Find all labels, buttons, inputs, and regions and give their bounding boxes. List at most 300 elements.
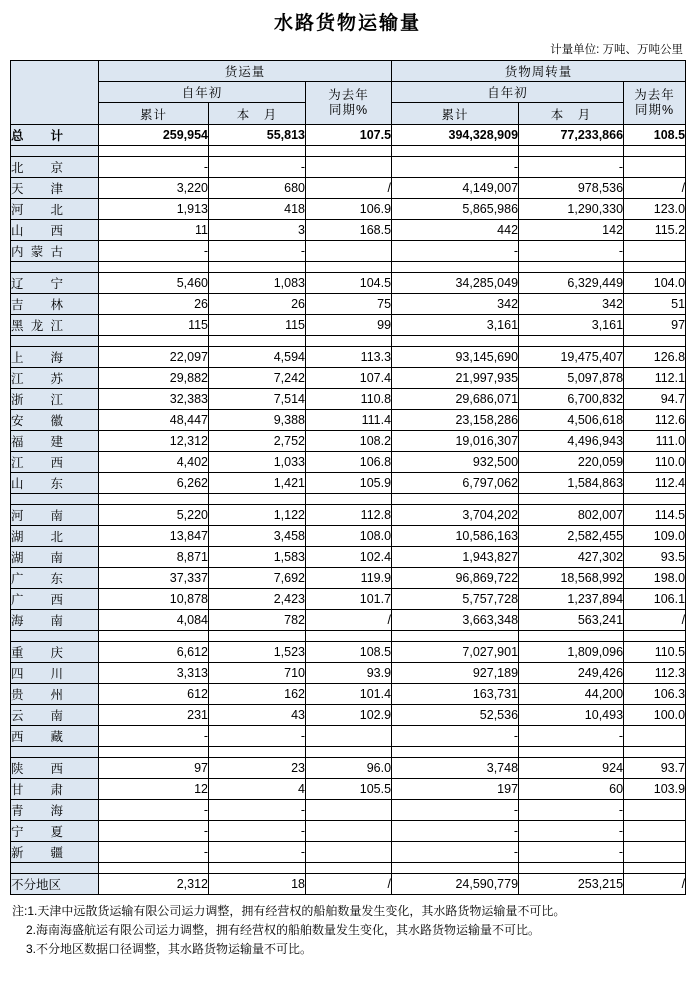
cell-turnover-cumulative: 5,757,728 <box>392 589 519 610</box>
cell-turnover-yoy: 100.0 <box>624 705 686 726</box>
spacer-cell <box>306 262 392 273</box>
spacer-cell <box>209 631 306 642</box>
cell-turnover-yoy <box>624 821 686 842</box>
cell-turnover-month: 19,475,407 <box>519 347 624 368</box>
cell-turnover-yoy: 93.5 <box>624 547 686 568</box>
cell-freight-yoy: 102.9 <box>306 705 392 726</box>
cell-turnover-yoy: 123.0 <box>624 199 686 220</box>
cell-turnover-cumulative: 19,016,307 <box>392 431 519 452</box>
spacer-cell <box>99 146 209 157</box>
cell-freight-month: 3 <box>209 220 306 241</box>
page-title: 水路货物运输量 <box>273 13 421 34</box>
cell-turnover-yoy: 198.0 <box>624 568 686 589</box>
cell-freight-yoy <box>306 726 392 747</box>
cell-turnover-cumulative: - <box>392 821 519 842</box>
header-turnover-month: 本 月 <box>519 103 624 125</box>
cell-turnover-cumulative: 52,536 <box>392 705 519 726</box>
cell-freight-month: 1,122 <box>209 505 306 526</box>
spacer-cell <box>519 262 624 273</box>
cell-freight-month: 1,421 <box>209 473 306 494</box>
spacer-cell <box>624 494 686 505</box>
row-region-name <box>11 452 99 473</box>
table-row <box>11 663 686 684</box>
cell-freight-yoy: 105.5 <box>306 779 392 800</box>
cell-turnover-cumulative: - <box>392 241 519 262</box>
table-row <box>11 273 686 294</box>
header-group-turnover: 货物周转量 <box>392 61 686 82</box>
header-region-corner <box>11 61 99 125</box>
cell-turnover-cumulative: 5,865,986 <box>392 199 519 220</box>
cell-turnover-cumulative: 1,943,827 <box>392 547 519 568</box>
row-region-name <box>11 315 99 336</box>
table-row <box>11 125 686 146</box>
table-header-row-2 <box>11 82 686 103</box>
cell-freight-yoy: 107.5 <box>306 125 392 146</box>
cell-turnover-month: 3,161 <box>519 315 624 336</box>
spacer-cell <box>99 494 209 505</box>
row-region-name <box>11 157 99 178</box>
cell-freight-yoy: / <box>306 874 392 895</box>
table-row <box>11 874 686 895</box>
table-row <box>11 157 686 178</box>
region-label: 贵 州 <box>11 688 63 702</box>
spacer-cell <box>99 863 209 874</box>
row-region-name <box>11 568 99 589</box>
cell-turnover-month: 5,097,878 <box>519 368 624 389</box>
region-label: 湖 南 <box>11 551 63 565</box>
cell-freight-cumulative: 29,882 <box>99 368 209 389</box>
table-row <box>11 642 686 663</box>
cell-turnover-cumulative: - <box>392 800 519 821</box>
cell-freight-month: 7,242 <box>209 368 306 389</box>
cell-turnover-cumulative: 342 <box>392 294 519 315</box>
cell-freight-cumulative: 231 <box>99 705 209 726</box>
cell-freight-cumulative: - <box>99 157 209 178</box>
region-label: 河 南 <box>11 509 63 523</box>
cell-turnover-yoy: 112.6 <box>624 410 686 431</box>
cell-freight-month: 115 <box>209 315 306 336</box>
spacer-cell <box>306 336 392 347</box>
freight-statistics-table <box>10 60 686 895</box>
cell-freight-cumulative: - <box>99 800 209 821</box>
cell-freight-yoy: 102.4 <box>306 547 392 568</box>
cell-turnover-cumulative: 3,748 <box>392 758 519 779</box>
cell-turnover-yoy: 126.8 <box>624 347 686 368</box>
cell-turnover-cumulative: 394,328,909 <box>392 125 519 146</box>
spacer-cell <box>519 747 624 758</box>
cell-freight-yoy: 110.8 <box>306 389 392 410</box>
table-row <box>11 473 686 494</box>
region-label: 四 川 <box>11 667 63 681</box>
cell-turnover-month: 2,582,455 <box>519 526 624 547</box>
row-region-name <box>11 199 99 220</box>
cell-turnover-month: 4,496,943 <box>519 431 624 452</box>
cell-turnover-cumulative: 932,500 <box>392 452 519 473</box>
cell-freight-cumulative: 4,402 <box>99 452 209 473</box>
cell-freight-month: 2,423 <box>209 589 306 610</box>
footnotes <box>10 895 685 959</box>
region-label: 山 东 <box>11 477 63 491</box>
cell-turnover-cumulative: 3,663,348 <box>392 610 519 631</box>
cell-turnover-yoy: 106.1 <box>624 589 686 610</box>
table-row <box>11 779 686 800</box>
cell-turnover-cumulative: 927,189 <box>392 663 519 684</box>
cell-turnover-cumulative: 4,149,007 <box>392 178 519 199</box>
row-region-name <box>11 526 99 547</box>
cell-freight-cumulative: 11 <box>99 220 209 241</box>
cell-turnover-month: 6,329,449 <box>519 273 624 294</box>
spacer-cell <box>306 494 392 505</box>
cell-freight-yoy: 108.5 <box>306 642 392 663</box>
row-region-name <box>11 779 99 800</box>
table-row <box>11 842 686 863</box>
cell-turnover-cumulative: 24,590,779 <box>392 874 519 895</box>
region-label: 不分地区 <box>11 878 62 892</box>
spacer-cell <box>519 631 624 642</box>
table-row <box>11 547 686 568</box>
region-label: 广 西 <box>11 593 63 607</box>
row-region-name <box>11 473 99 494</box>
cell-freight-cumulative: 2,312 <box>99 874 209 895</box>
spacer-cell <box>624 863 686 874</box>
cell-turnover-month: 60 <box>519 779 624 800</box>
cell-freight-month: 782 <box>209 610 306 631</box>
cell-turnover-month: 1,584,863 <box>519 473 624 494</box>
cell-turnover-yoy: / <box>624 610 686 631</box>
spacer-cell <box>209 863 306 874</box>
cell-freight-cumulative: 5,460 <box>99 273 209 294</box>
table-spacer-row <box>11 631 686 642</box>
region-label: 辽 宁 <box>11 277 63 291</box>
spacer-cell <box>306 631 392 642</box>
cell-turnover-yoy <box>624 726 686 747</box>
table-spacer-row <box>11 262 686 273</box>
cell-freight-yoy: 168.5 <box>306 220 392 241</box>
cell-freight-cumulative: 32,383 <box>99 389 209 410</box>
table-row <box>11 389 686 410</box>
region-label: 江 苏 <box>11 372 63 386</box>
cell-freight-yoy: 108.0 <box>306 526 392 547</box>
table-row <box>11 684 686 705</box>
table-row <box>11 452 686 473</box>
cell-freight-yoy: 101.7 <box>306 589 392 610</box>
region-label: 江 西 <box>11 456 63 470</box>
cell-turnover-cumulative: 3,704,202 <box>392 505 519 526</box>
cell-freight-yoy <box>306 821 392 842</box>
cell-turnover-cumulative: 93,145,690 <box>392 347 519 368</box>
header-freight-cumulative: 累计 <box>99 103 209 125</box>
table-row <box>11 589 686 610</box>
spacer-cell <box>392 262 519 273</box>
cell-turnover-month: 4,506,618 <box>519 410 624 431</box>
cell-turnover-cumulative: 29,686,071 <box>392 389 519 410</box>
header-freight-yoy-line1: 为去年 <box>328 88 369 102</box>
cell-turnover-month: 249,426 <box>519 663 624 684</box>
cell-freight-month: 1,583 <box>209 547 306 568</box>
region-label: 云 南 <box>11 709 63 723</box>
cell-turnover-month: 563,241 <box>519 610 624 631</box>
table-row <box>11 347 686 368</box>
cell-turnover-cumulative: 6,797,062 <box>392 473 519 494</box>
header-freight-yoy-line2: 同期% <box>328 103 369 117</box>
cell-freight-cumulative: 37,337 <box>99 568 209 589</box>
cell-freight-cumulative: - <box>99 726 209 747</box>
row-region-name <box>11 842 99 863</box>
spacer-region-cell <box>11 146 99 157</box>
table-row <box>11 199 686 220</box>
cell-turnover-month: 427,302 <box>519 547 624 568</box>
cell-turnover-yoy: 112.4 <box>624 473 686 494</box>
cell-turnover-yoy: 112.3 <box>624 663 686 684</box>
header-turnover-yoy-line2: 同期% <box>634 103 675 117</box>
cell-freight-cumulative: 6,612 <box>99 642 209 663</box>
table-spacer-row <box>11 146 686 157</box>
cell-freight-yoy: 106.9 <box>306 199 392 220</box>
cell-freight-cumulative: 10,878 <box>99 589 209 610</box>
cell-freight-month: 162 <box>209 684 306 705</box>
spacer-cell <box>392 747 519 758</box>
cell-freight-month: 7,692 <box>209 568 306 589</box>
cell-turnover-yoy: 103.9 <box>624 779 686 800</box>
spacer-cell <box>624 631 686 642</box>
spacer-cell <box>209 336 306 347</box>
spacer-cell <box>306 146 392 157</box>
table-row <box>11 178 686 199</box>
cell-freight-cumulative: 48,447 <box>99 410 209 431</box>
table-row <box>11 505 686 526</box>
cell-freight-month: 4,594 <box>209 347 306 368</box>
table-row <box>11 241 686 262</box>
spacer-region-cell <box>11 494 99 505</box>
row-region-name <box>11 273 99 294</box>
region-label: 天 津 <box>11 182 63 196</box>
cell-freight-yoy: 106.8 <box>306 452 392 473</box>
cell-turnover-yoy: 51 <box>624 294 686 315</box>
cell-freight-yoy: / <box>306 610 392 631</box>
table-spacer-row <box>11 336 686 347</box>
header-turnover-yoy-line1: 为去年 <box>634 88 675 102</box>
table-body <box>11 125 686 895</box>
cell-turnover-month: 1,809,096 <box>519 642 624 663</box>
table-spacer-row <box>11 494 686 505</box>
cell-turnover-month: 10,493 <box>519 705 624 726</box>
row-region-name <box>11 610 99 631</box>
cell-turnover-yoy: 97 <box>624 315 686 336</box>
cell-freight-cumulative: 4,084 <box>99 610 209 631</box>
cell-turnover-month: 924 <box>519 758 624 779</box>
row-region-name <box>11 663 99 684</box>
cell-freight-month: - <box>209 157 306 178</box>
spacer-region-cell <box>11 863 99 874</box>
cell-freight-month: - <box>209 241 306 262</box>
cell-freight-cumulative: 259,954 <box>99 125 209 146</box>
cell-turnover-yoy: 94.7 <box>624 389 686 410</box>
region-label: 宁 夏 <box>11 825 63 839</box>
region-label: 总 计 <box>11 129 63 143</box>
cell-freight-cumulative: 8,871 <box>99 547 209 568</box>
table-header-row-1 <box>11 61 686 82</box>
cell-freight-cumulative: 5,220 <box>99 505 209 526</box>
row-region-name <box>11 821 99 842</box>
spacer-cell <box>624 336 686 347</box>
footnote-1: 注:1.天津中远散货运输有限公司运力调整，拥有经营权的船舶数量发生变化，其水路货物运输量不可比。 <box>12 904 566 918</box>
table-row <box>11 726 686 747</box>
cell-turnover-yoy: 106.3 <box>624 684 686 705</box>
table-row <box>11 410 686 431</box>
spacer-cell <box>99 747 209 758</box>
spacer-cell <box>209 747 306 758</box>
region-label: 北 京 <box>11 161 63 175</box>
cell-turnover-yoy <box>624 241 686 262</box>
cell-turnover-cumulative: 442 <box>392 220 519 241</box>
spacer-cell <box>392 336 519 347</box>
spacer-cell <box>519 494 624 505</box>
cell-turnover-month: - <box>519 157 624 178</box>
cell-turnover-cumulative: 23,158,286 <box>392 410 519 431</box>
row-region-name <box>11 431 99 452</box>
cell-turnover-month: 253,215 <box>519 874 624 895</box>
cell-turnover-cumulative: 7,027,901 <box>392 642 519 663</box>
spacer-region-cell <box>11 336 99 347</box>
cell-freight-yoy: 112.8 <box>306 505 392 526</box>
row-region-name <box>11 800 99 821</box>
row-region-name <box>11 547 99 568</box>
row-region-name <box>11 347 99 368</box>
cell-turnover-month: 1,237,894 <box>519 589 624 610</box>
cell-freight-month: 710 <box>209 663 306 684</box>
row-region-name <box>11 589 99 610</box>
table-row <box>11 705 686 726</box>
region-label: 重 庆 <box>11 646 63 660</box>
cell-turnover-month: - <box>519 800 624 821</box>
cell-turnover-month: 978,536 <box>519 178 624 199</box>
region-label: 甘 肃 <box>11 783 63 797</box>
row-region-name <box>11 178 99 199</box>
cell-freight-month: 1,033 <box>209 452 306 473</box>
spacer-cell <box>392 863 519 874</box>
header-turnover-from-year-start: 自年初 <box>392 82 624 103</box>
table-row <box>11 431 686 452</box>
region-label: 安 徽 <box>11 414 63 428</box>
cell-freight-yoy: 104.5 <box>306 273 392 294</box>
spacer-cell <box>519 146 624 157</box>
region-label: 浙 江 <box>11 393 63 407</box>
cell-turnover-yoy: 110.5 <box>624 642 686 663</box>
cell-freight-cumulative: 12 <box>99 779 209 800</box>
cell-freight-yoy: 75 <box>306 294 392 315</box>
region-label: 山 西 <box>11 224 63 238</box>
cell-freight-yoy: / <box>306 178 392 199</box>
cell-freight-month: 7,514 <box>209 389 306 410</box>
cell-freight-month: 18 <box>209 874 306 895</box>
header-group-freight: 货运量 <box>99 61 392 82</box>
cell-turnover-month: - <box>519 726 624 747</box>
spacer-cell <box>209 146 306 157</box>
cell-freight-month: 4 <box>209 779 306 800</box>
spacer-cell <box>519 336 624 347</box>
cell-turnover-yoy: 108.5 <box>624 125 686 146</box>
cell-freight-yoy: 108.2 <box>306 431 392 452</box>
spacer-cell <box>624 262 686 273</box>
table-row <box>11 821 686 842</box>
spacer-cell <box>99 336 209 347</box>
cell-freight-yoy: 105.9 <box>306 473 392 494</box>
table-row <box>11 526 686 547</box>
cell-freight-month: 680 <box>209 178 306 199</box>
row-region-name <box>11 368 99 389</box>
spacer-cell <box>392 494 519 505</box>
region-label: 上 海 <box>11 351 63 365</box>
region-label: 海 南 <box>11 614 63 628</box>
spacer-cell <box>519 863 624 874</box>
cell-turnover-yoy <box>624 842 686 863</box>
cell-turnover-month: - <box>519 821 624 842</box>
cell-turnover-cumulative: 96,869,722 <box>392 568 519 589</box>
spacer-region-cell <box>11 747 99 758</box>
cell-freight-yoy: 113.3 <box>306 347 392 368</box>
cell-freight-month: 2,752 <box>209 431 306 452</box>
spacer-region-cell <box>11 262 99 273</box>
cell-freight-month: 9,388 <box>209 410 306 431</box>
cell-turnover-month: 18,568,992 <box>519 568 624 589</box>
cell-turnover-month: 342 <box>519 294 624 315</box>
cell-turnover-yoy: 93.7 <box>624 758 686 779</box>
cell-freight-month: - <box>209 842 306 863</box>
table-row <box>11 800 686 821</box>
row-region-name <box>11 125 99 146</box>
cell-freight-cumulative: 97 <box>99 758 209 779</box>
cell-turnover-yoy: / <box>624 178 686 199</box>
spacer-cell <box>306 747 392 758</box>
cell-turnover-cumulative: 21,997,935 <box>392 368 519 389</box>
cell-turnover-yoy: 115.2 <box>624 220 686 241</box>
table-row <box>11 368 686 389</box>
cell-turnover-cumulative: - <box>392 842 519 863</box>
row-region-name <box>11 505 99 526</box>
spacer-region-cell <box>11 631 99 642</box>
row-region-name <box>11 726 99 747</box>
header-turnover-cumulative: 累计 <box>392 103 519 125</box>
row-region-name <box>11 874 99 895</box>
row-region-name <box>11 241 99 262</box>
cell-freight-yoy: 119.9 <box>306 568 392 589</box>
cell-turnover-month: 142 <box>519 220 624 241</box>
cell-freight-cumulative: - <box>99 842 209 863</box>
cell-freight-yoy <box>306 800 392 821</box>
region-label: 广 东 <box>11 572 63 586</box>
cell-freight-month: 23 <box>209 758 306 779</box>
cell-turnover-yoy <box>624 800 686 821</box>
table-row <box>11 294 686 315</box>
cell-freight-cumulative: 22,097 <box>99 347 209 368</box>
region-label: 西 藏 <box>11 730 63 744</box>
region-label: 福 建 <box>11 435 63 449</box>
cell-freight-yoy: 107.4 <box>306 368 392 389</box>
cell-turnover-cumulative: 10,586,163 <box>392 526 519 547</box>
header-turnover-yoy <box>624 82 686 125</box>
cell-turnover-yoy: 104.0 <box>624 273 686 294</box>
cell-freight-month: 26 <box>209 294 306 315</box>
table-row <box>11 758 686 779</box>
table-row <box>11 610 686 631</box>
row-region-name <box>11 294 99 315</box>
cell-turnover-yoy: 114.5 <box>624 505 686 526</box>
region-label: 新 疆 <box>11 846 63 860</box>
cell-freight-cumulative: 26 <box>99 294 209 315</box>
row-region-name <box>11 684 99 705</box>
cell-turnover-month: - <box>519 241 624 262</box>
region-label: 河 北 <box>11 203 63 217</box>
